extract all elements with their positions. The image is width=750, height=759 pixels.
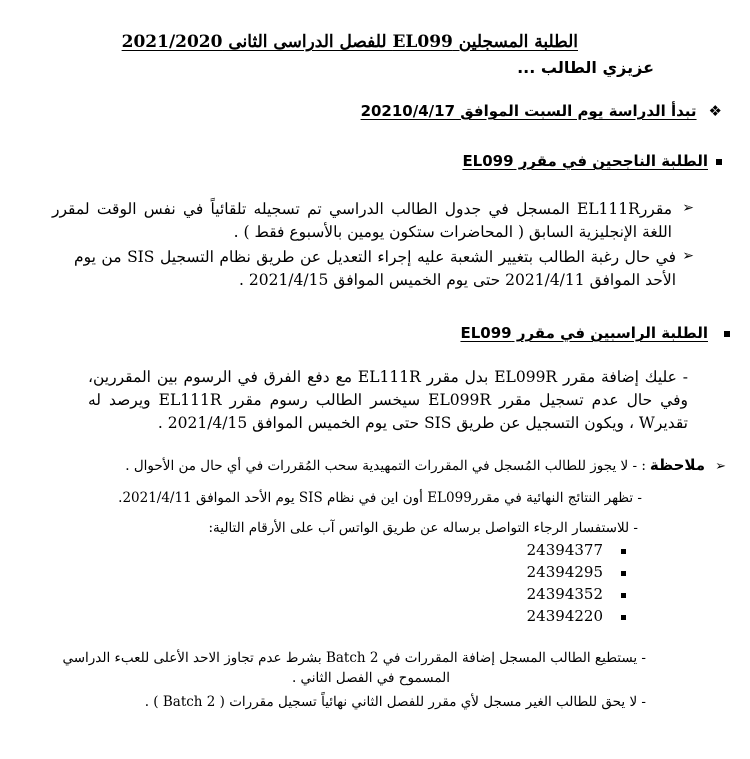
phone-number: 24394295	[526, 563, 603, 581]
list-item	[527, 607, 626, 629]
note-line	[125, 456, 726, 475]
results-line: - تظهر النتائج النهائية في مقررEL099 أون اين في نظام SIS يوم الأحد الموافق 2021/4/11.	[118, 490, 642, 506]
batch-line-3: - لا يحق للطالب الغير مسجل لأي مقرر للفصل الثاني نهائياً تسجيل مقررات ( Batch 2 ) .	[144, 694, 646, 710]
passed-heading-text: الطلبة الناجحين في مقرر EL099	[462, 152, 708, 170]
list-item	[527, 585, 626, 607]
square-bullet-icon	[621, 615, 626, 620]
page-title: الطلبة المسجلين EL099 للفصل الدراسى الثانى 2021/2020	[121, 32, 578, 52]
failed-heading-text: الطلبة الراسبين في مقرر EL099	[460, 324, 708, 342]
start-date-line	[361, 102, 722, 121]
diamond-bullet-icon: ❖	[708, 102, 722, 120]
arrow-bullet-icon: ➢	[682, 248, 694, 264]
list-item	[527, 563, 626, 585]
square-bullet-icon	[724, 331, 730, 337]
failed-paragraph: - عليك إضافة مقرر EL099R بدل مقرر EL111R مع دفع الفرق في الرسوم بين المقررين، وفي حال عدم تسجيل مقرر EL099R سيخسر الطالب رسوم مقرر EL111R ويرصد له تقديرW ، ويكون التسجيل عن طريق SIS حتى يوم الخميس الموافق 2021/4/15 .	[88, 368, 689, 432]
arrow-bullet-icon: ➢	[715, 459, 726, 474]
passed-item-2: في حال رغبة الطالب بتغيير الشعبة عليه إجراء التعديل عن طريق نظام التسجيل SIS من يوم الأحد الموافق 2021/4/11 حتى يوم الخميس الموافق 2021/4/15 .	[74, 248, 676, 289]
square-bullet-icon	[621, 549, 626, 554]
failed-heading	[460, 324, 730, 343]
list-item	[527, 541, 626, 563]
batch-line-1: - يستطيع الطالب المسجل إضافة المقررات في Batch 2 بشرط عدم تجاوز الاحد الأعلى للعبء الدراسي	[62, 650, 646, 666]
square-bullet-icon	[716, 159, 722, 165]
contact-line: - للاستفسار الرجاء التواصل برساله عن طريق الواتس آب على الأرقام التالية:	[208, 520, 638, 536]
note-text: : - لا يجوز للطالب المُسجل في المقررات التمهيدية سحب المُقررات في أي حال من الأحوال .	[125, 458, 646, 474]
passed-item-1: مقررEL111R المسجل في جدول الطالب الدراسي تم تسجيله تلقائياً في نفس الوقت لمقرر اللغة الإنجليزية السابق ( المحاضرات ستكون يومين بالأسبوع فقط ) .	[52, 200, 672, 241]
greeting: عزيزي الطالب ...	[517, 58, 654, 77]
phone-number: 24394220	[526, 607, 603, 625]
batch-line-2: المسموح في الفصل الثاني .	[291, 670, 450, 686]
start-date-text: تبدأ الدراسة يوم السبت الموافق 20210/4/17	[360, 102, 697, 120]
note-label: ملاحظة	[649, 456, 706, 474]
phone-list	[527, 541, 626, 629]
arrow-bullet-icon: ➢	[682, 200, 694, 216]
square-bullet-icon	[621, 571, 626, 576]
phone-number: 24394377	[526, 541, 603, 559]
phone-number: 24394352	[526, 585, 603, 603]
passed-heading	[462, 152, 722, 171]
square-bullet-icon	[621, 593, 626, 598]
